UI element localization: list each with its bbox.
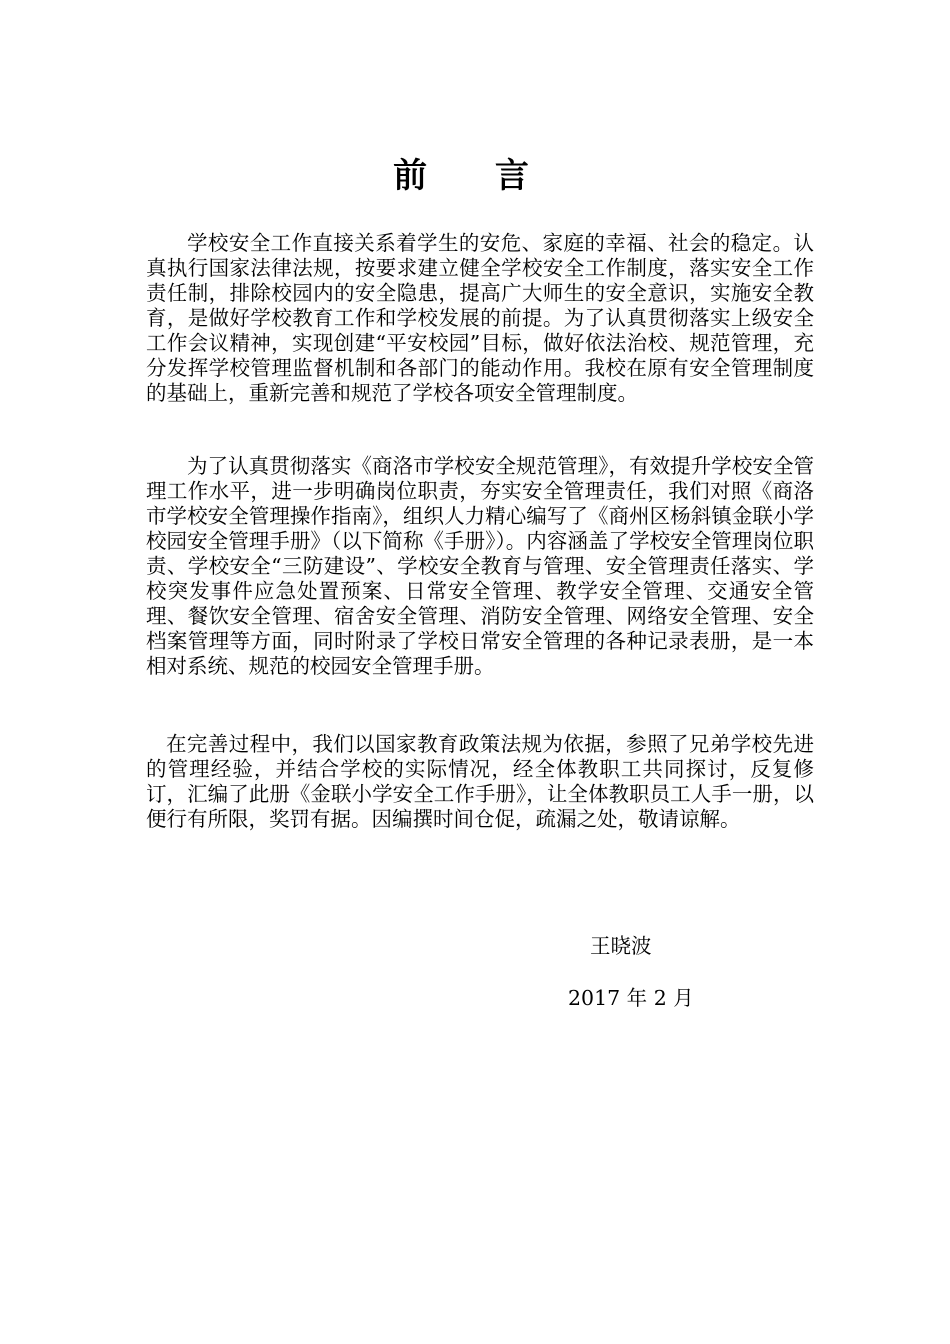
paragraph-3: 在完善过程中，我们以国家教育政策法规为依据，参照了兄弟学校先进的管理经验，并结合学校的实际情况，经全体教职工共同探讨，反复修订，汇编了此册《金联小学安全工作手册》，让全体教职员工人手一册，以便行有所限，奖罚有据。因编撰时间仓促，疏漏之处，敬请谅解。	[146, 732, 814, 831]
document-date: 2017 年 2 月	[568, 986, 694, 1010]
paragraph-2: 为了认真贯彻落实《商洛市学校安全规范管理》，有效提升学校安全管理工作水平，进一步明确岗位职责，夯实安全管理责任，我们对照《商洛市学校安全管理操作指南》，组织人力精心编写了《商州区杨斜镇金联小学校园安全管理手册》（以下简称《手册》）。内容涵盖了学校安全管理岗位职责、学校安全“三防建设”、学校安全教育与管理、安全管理责任落实、学校突发事件应急处置预案、日常安全管理、教学安全管理、交通安全管理、餐饮安全管理、宿舍安全管理、消防安全管理、网络安全管理、安全档案管理等方面，同时附录了学校日常安全管理的各种记录表册，是一本相对系统、规范的校园安全管理手册。	[146, 454, 814, 678]
paragraph-1: 学校安全工作直接关系着学生的安危、家庭的幸福、社会的稳定。认真执行国家法律法规，按要求建立健全学校安全工作制度，落实安全工作责任制，排除校园内的安全隐患，提高广大师生的安全意识，实施安全教育，是做好学校教育工作和学校发展的前提。为了认真贯彻落实上级安全工作会议精神，实现创建“平安校园”目标，做好依法治校、规范管理，充分发挥学校管理监督机制和各部门的能动作用。我校在原有安全管理制度的基础上，重新完善和规范了学校各项安全管理制度。	[146, 231, 814, 405]
author-signature: 王晓波	[590, 934, 652, 958]
page-title: 前 言	[393, 156, 557, 196]
